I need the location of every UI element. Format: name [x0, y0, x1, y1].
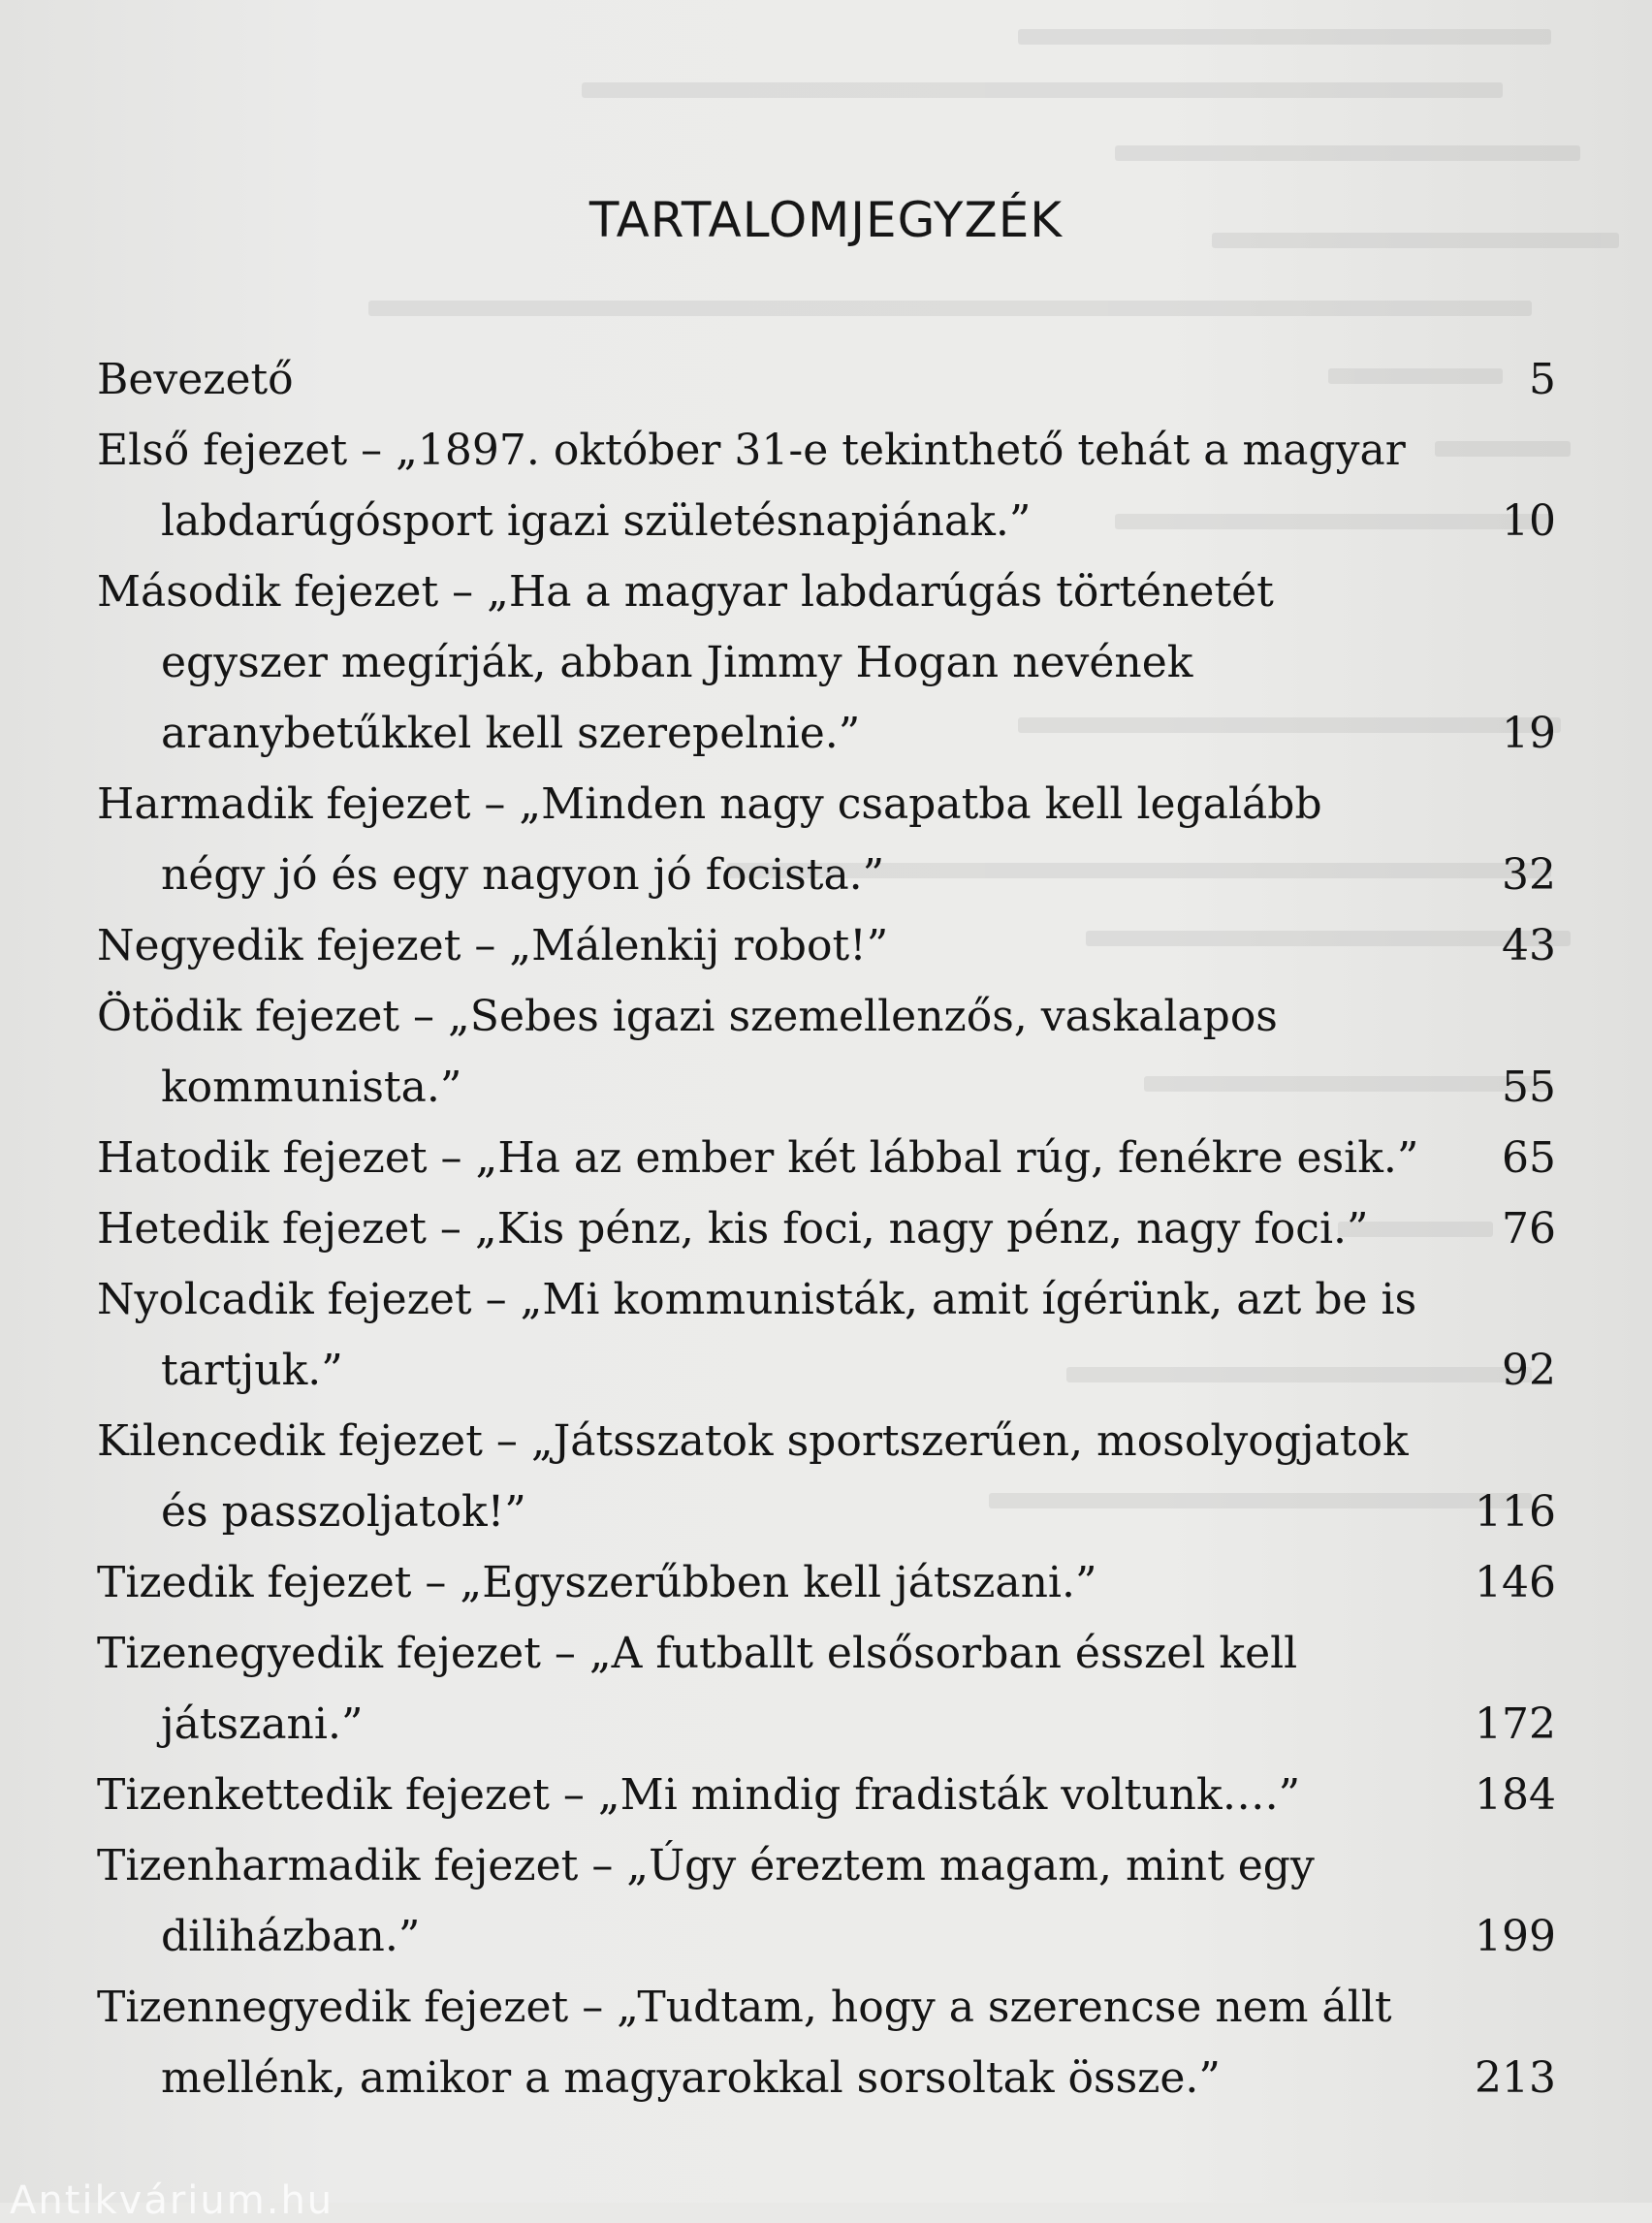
toc-entry	[97, 344, 1556, 415]
toc-entry	[97, 769, 1556, 910]
toc-entry	[97, 1972, 1556, 2113]
page-title: TARTALOMJEGYZÉK	[588, 192, 1064, 248]
toc-entry	[97, 415, 1556, 556]
toc-entry-title: Nyolcadik fejezet – „Mi kommunisták, amit ígérünk, azt be is tartjuk.”	[97, 1275, 1417, 1395]
toc-entry	[97, 556, 1556, 769]
toc-entry-title: Tizedik fejezet – „Egyszerűbben kell játszani.”	[97, 1558, 1097, 1607]
toc-entry	[97, 1123, 1556, 1193]
toc-entry-title: Második fejezet – „Ha a magyar labdarúgás történetét egyszer megírják, abban Jimmy Hogan nevének aranybetűkkel kell szerepelnie.”	[97, 567, 1274, 758]
toc-entry-title: Tizenegyedik fejezet – „A futballt elsősorban ésszel kell játszani.”	[97, 1629, 1298, 1749]
toc-entry	[97, 1618, 1556, 1760]
toc-page-number: 199	[1475, 1912, 1556, 1961]
toc-entry-title: Tizenkettedik fejezet – „Mi mindig fradisták voltunk….”	[97, 1770, 1301, 1820]
toc-entry-title: Kilencedik fejezet – „Játsszatok sportszerűen, mosolyogjatok és passzoljatok!”	[97, 1416, 1409, 1537]
toc-entry-title: Harmadik fejezet – „Minden nagy csapatba kell legalább négy jó és egy nagyon jó focista.”	[97, 779, 1322, 900]
toc-entry-title: Tizennegyedik fejezet – „Tudtam, hogy a szerencse nem állt mellénk, amikor a magyarokkal sorsoltak össze.”	[97, 1983, 1392, 2103]
toc-entry	[97, 1547, 1556, 1618]
toc-entry	[97, 910, 1556, 981]
toc-entry-title: Hetedik fejezet – „Kis pénz, kis foci, nagy pénz, nagy foci.”	[97, 1204, 1369, 1254]
toc-page-number: 10	[1502, 496, 1556, 546]
toc-page-number: 76	[1502, 1204, 1556, 1254]
toc-page-number: 184	[1475, 1770, 1556, 1820]
toc-page-number: 5	[1529, 355, 1556, 404]
toc-page-number: 116	[1475, 1487, 1556, 1537]
toc-entry-title: Bevezető	[97, 355, 294, 404]
toc-page-number: 213	[1475, 2053, 1556, 2103]
toc-page-number: 43	[1502, 921, 1556, 970]
toc-entry-title: Hatodik fejezet – „Ha az ember két lábbal rúg, fenékre esik.”	[97, 1133, 1419, 1183]
toc-page-number: 92	[1502, 1346, 1556, 1395]
toc-entry-title: Tizenharmadik fejezet – „Úgy éreztem magam, mint egy diliházban.”	[97, 1841, 1315, 1961]
toc-entry	[97, 981, 1556, 1123]
table-of-contents	[97, 344, 1556, 2113]
toc-entry	[97, 1760, 1556, 1830]
toc-page-number: 55	[1502, 1063, 1556, 1112]
toc-entry-title: Negyedik fejezet – „Málenkij robot!”	[97, 921, 889, 970]
watermark: Antikvárium.hu	[10, 2178, 334, 2223]
toc-page-number: 32	[1502, 850, 1556, 900]
toc-page-number: 19	[1502, 709, 1556, 758]
toc-page-number: 172	[1475, 1699, 1556, 1749]
toc-entry-title: Ötödik fejezet – „Sebes igazi szemellenzős, vaskalapos kommunista.”	[97, 992, 1278, 1112]
toc-entry	[97, 1193, 1556, 1264]
toc-entry	[97, 1830, 1556, 1972]
toc-entry-title: Első fejezet – „1897. október 31-e tekinthető tehát a magyar labdarúgósport igazi születésnapjának.”	[97, 426, 1406, 546]
toc-entry	[97, 1264, 1556, 1406]
toc-page-number: 146	[1475, 1558, 1556, 1607]
toc-entry	[97, 1406, 1556, 1547]
toc-page-number: 65	[1502, 1133, 1556, 1183]
